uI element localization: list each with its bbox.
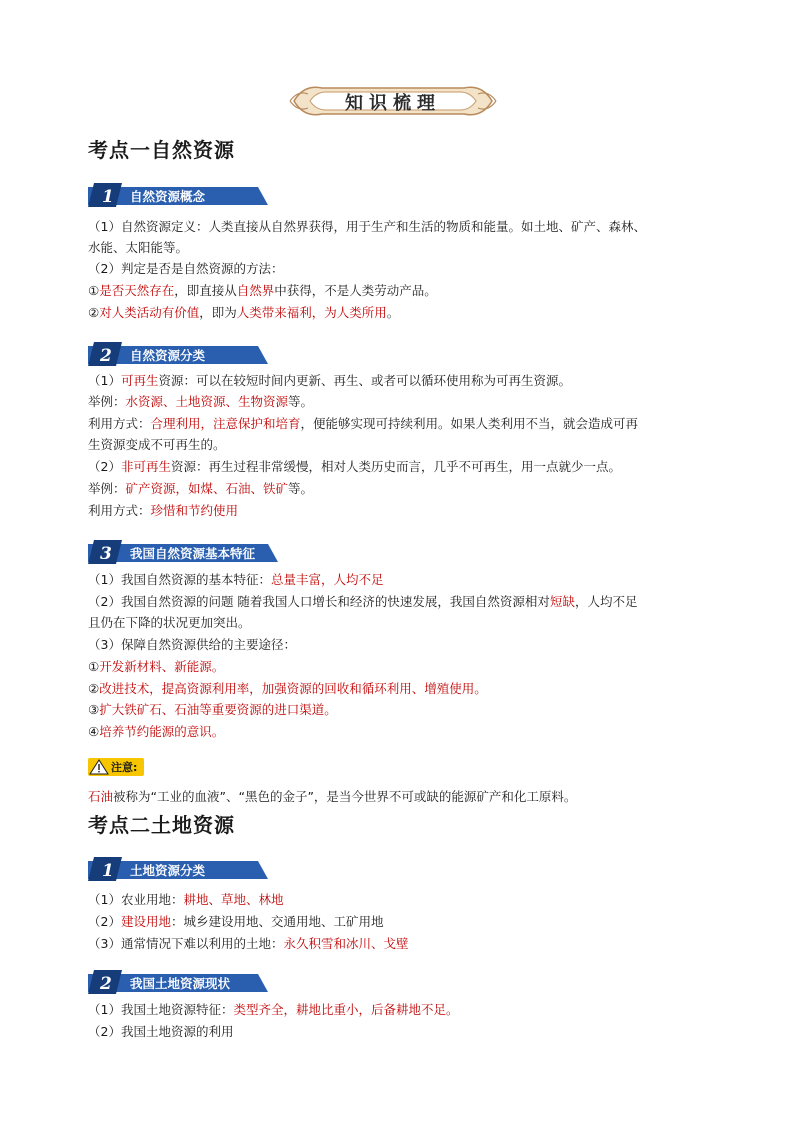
section-heading: 考点二土地资源: [88, 813, 235, 837]
text-line: （3）通常情况下难以利用的土地：永久积雪和冰川、戈壁: [88, 936, 409, 951]
text-line: ①是否天然存在，即直接从自然界中获得，不是人类劳动产品。: [88, 283, 437, 298]
text-line: 利用方式：合理利用，注意保护和培育，便能够实现可持续利用。如果人类利用不当，就会造成可再: [88, 416, 639, 431]
text-line: 生资源变成不可再生的。: [88, 437, 226, 452]
section-banner: [288, 80, 498, 122]
text-line: （1）我国自然资源的基本特征：总量丰富，人均不足: [88, 572, 384, 587]
subhead-label: 自然资源分类: [130, 348, 206, 363]
text-line: 石油被称为“工业的血液”、“黑色的金子”，是当今世界不可或缺的能源矿产和化工原料。: [88, 789, 577, 804]
subhead-label: 土地资源分类: [130, 863, 206, 878]
text-line: （2）建设用地：城乡建设用地、交通用地、工矿用地: [88, 914, 384, 929]
text-line: （1）农业用地：耕地、草地、林地: [88, 892, 284, 907]
subhead-label: 我国自然资源基本特征: [130, 546, 256, 561]
notice-label: 注意:: [111, 761, 138, 774]
text-line: 举例：矿产资源，如煤、石油、铁矿等。: [88, 481, 314, 496]
text-line: ①开发新材料、新能源。: [88, 659, 225, 674]
subhead-number: 3: [100, 544, 112, 564]
text-line: （1）我国土地资源特征：类型齐全，耕地比重小，后备耕地不足。: [88, 1002, 459, 1017]
text-line: （1）可再生资源：可以在较短时间内更新、再生、或者可以循环使用称为可再生资源。: [88, 373, 571, 388]
text-line: ②改进技术，提高资源利用率，加强资源的回收和循环利用、增殖使用。: [88, 681, 487, 696]
subhead-natural-resource-concept: [88, 183, 268, 207]
text-line: 水能、太阳能等。: [88, 240, 189, 255]
subhead-number: 1: [102, 861, 114, 881]
text-line: 举例：水资源、土地资源、生物资源等。: [88, 394, 314, 409]
notice-badge: [88, 758, 144, 776]
text-line: （2）判定是否是自然资源的方法：: [88, 261, 284, 276]
text-line: （2）我国土地资源的利用: [88, 1024, 234, 1039]
subhead-land-classification: [88, 857, 268, 881]
text-line: ③扩大铁矿石、石油等重要资源的进口渠道。: [88, 702, 337, 717]
text-line: 且仍在下降的状况更加突出。: [88, 615, 251, 630]
subhead-natural-resource-classification: [88, 342, 268, 366]
subhead-land-status: [88, 970, 268, 994]
subhead-label: 自然资源概念: [130, 189, 206, 204]
text-line: （2）我国自然资源的问题 随着我国人口增长和经济的快速发展，我国自然资源相对短缺，人均不足: [88, 594, 638, 609]
text-line: （2）非可再生资源：再生过程非常缓慢，相对人类历史而言，几乎不可再生，用一点就少一点。: [88, 459, 621, 474]
section-heading: 考点一自然资源: [88, 138, 235, 162]
text-line: （3）保障自然资源供给的主要途径：: [88, 637, 296, 652]
subhead-number: 2: [100, 346, 112, 366]
text-line: ②对人类活动有价值，即为人类带来福利，为人类所用。: [88, 305, 400, 320]
text-line: 利用方式：珍惜和节约使用: [88, 503, 239, 518]
banner-title: 知识梳理: [345, 93, 441, 114]
subhead-label: 我国土地资源现状: [130, 976, 231, 991]
subhead-number: 1: [102, 187, 114, 207]
subhead-resource-features: [88, 540, 268, 564]
subhead-number: 2: [100, 974, 112, 994]
text-line: ④培养节约能源的意识。: [88, 724, 225, 739]
text-line: （1）自然资源定义：人类直接从自然界获得，用于生产和生活的物质和能量。如土地、矿产、森林、: [88, 219, 646, 234]
